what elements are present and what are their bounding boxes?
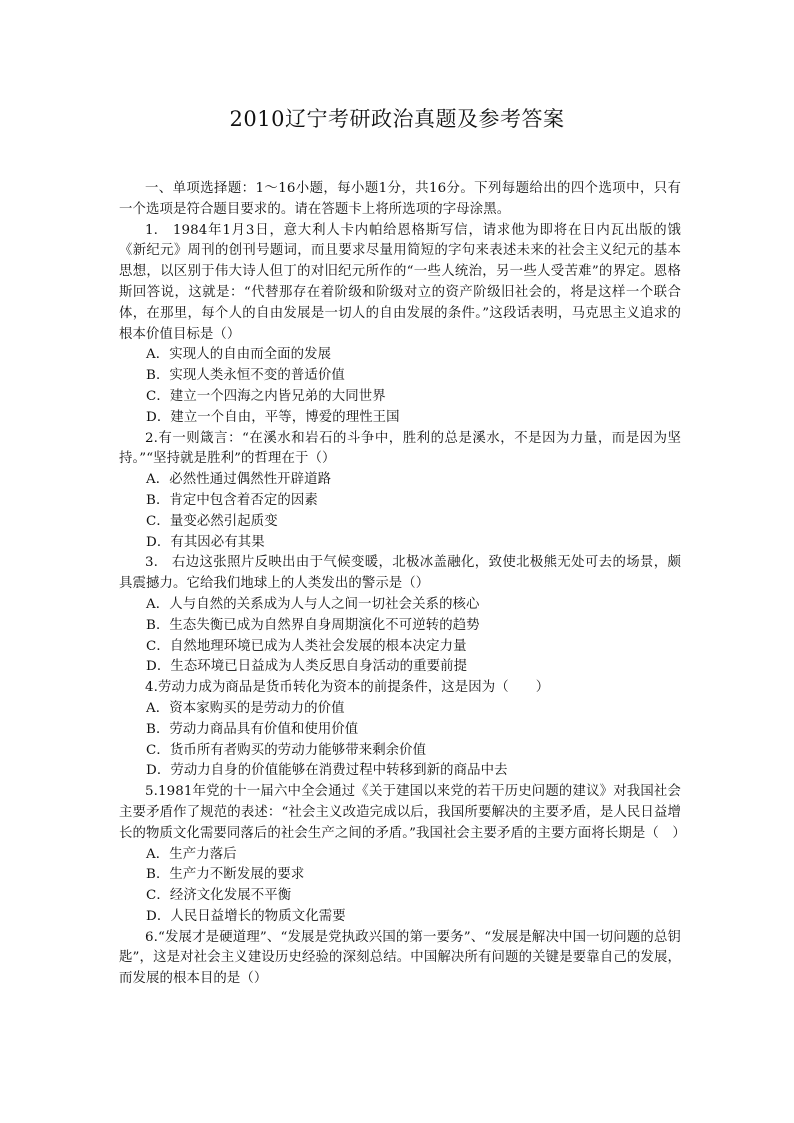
answer-option: A．生产力落后 (146, 846, 237, 862)
document-body (119, 179, 686, 990)
answer-option: D．人民日益增长的物质文化需要 (146, 908, 346, 924)
answer-option: B．生产力不断发展的要求 (146, 867, 305, 883)
section-intro: 一、单项选择题：1～16小题，每小题1分，共16分。下列每题给出的四个选项中，只有一个选项是符合题目要求的。请在答题卡上将所选项的字母涂黑。 (119, 181, 681, 217)
answer-option: C．经济文化发展不平衡 (146, 888, 292, 904)
question (119, 221, 681, 429)
answer-option: D．有其因必有其果 (146, 534, 265, 550)
question-stem: 4.劳动力成为商品是货币转化为资本的前提条件，这是因为（ ） (145, 680, 550, 696)
answer-option: B．肯定中包含着否定的因素 (146, 492, 318, 508)
answer-option: B．实现人类永恒不变的普适价值 (146, 368, 345, 384)
answer-option: C．建立一个四海之内皆兄弟的大同世界 (146, 388, 386, 404)
question (119, 429, 681, 554)
answer-option: C．货币所有者购买的劳动力能够带来剩余价值 (146, 742, 427, 758)
question-stem: 2.有一则箴言：“在溪水和岩石的斗争中，胜利的总是溪水，不是因为力量，而是因为坚持。”“坚持就是胜利”的哲理在于（） (119, 430, 681, 467)
question (119, 553, 681, 678)
document-title: 2010辽宁考研政治真题及参考答案 (229, 107, 565, 131)
question (119, 782, 686, 928)
answer-option: B．劳动力商品具有价值和使用价值 (146, 721, 359, 737)
question-stem: 3. 右边这张照片反映出由于气候变暖，北极冰盖融化，致使北极熊无处可去的场景，颇具震撼力。它给我们地球上的人类发出的警示是（） (119, 555, 681, 592)
answer-option: B．生态失衡已成为自然界自身周期演化不可逆转的趋势 (146, 617, 480, 633)
answer-option: A．人与自然的关系成为人与人之间一切社会关系的核心 (146, 596, 480, 612)
question (119, 928, 681, 990)
answer-option: D．建立一个自由，平等，博爱的理性王国 (146, 409, 400, 425)
answer-option: D．生态环境已日益成为人类反思自身活动的重要前提 (146, 659, 468, 675)
question (119, 678, 681, 782)
question-stem: 6.“发展才是硬道理”、“发展是党执政兴国的第一要务”、“发展是解决中国一切问题的总钥匙”，这是对社会主义建设历史经验的深刻总结。中国解决所有问题的关键是要靠自己的发展，而发展的根本目的是（） (119, 929, 681, 987)
answer-option: C．自然地理环境已成为人类社会发展的根本决定力量 (146, 638, 467, 654)
answer-option: A．资本家购买的是劳动力的价值 (146, 700, 345, 716)
answer-option: D．劳动力自身的价值能够在消费过程中转移到新的商品中去 (146, 763, 508, 779)
answer-option: A．实现人的自由而全面的发展 (146, 347, 332, 363)
question-stem: 1. 1984年1月3日，意大利人卡内帕给恩格斯写信，请求他为即将在日内瓦出版的饿《新纪元》周刊的创刊号题词，而且要求尽量用简短的字句来表述未来的社会主义纪元的基本思想，以区别于伟大诗人但丁的对旧纪元所作的“一些人统治，另一些人受苦难”的界定。恩格斯回答说，这就是：“代替那存在着阶级和阶级对立的资产阶级旧社会的，将是这样一个联合体，在那里，每个人的自由发展是一切人的自由发展的条件。”这段话表明，马克思主义追求的根本价值目标是（） (119, 222, 681, 342)
answer-option: C．量变必然引起质变 (146, 513, 278, 529)
question-stem: 5.1981年党的十一届六中全会通过《关于建国以来党的若干历史问题的建议》对我国社会主要矛盾作了规范的表述：“社会主义改造完成以后，我国所要解决的主要矛盾，是人民日益增长的物质文化需要同落后的社会生产之间的矛盾。”我国社会主要矛盾的主要方面将长期是（ ） (119, 784, 686, 841)
answer-option: A．必然性通过偶然性开辟道路 (146, 472, 332, 488)
